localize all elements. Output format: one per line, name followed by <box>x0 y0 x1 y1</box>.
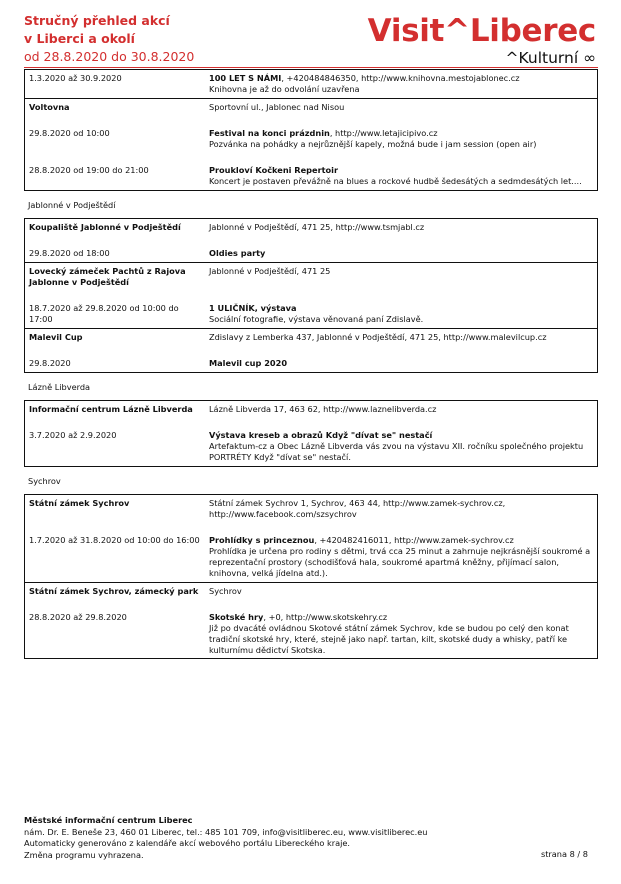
event-title-line <box>209 73 593 84</box>
footer-note-generated: Automaticky generováno z kalendáře akcí webového portálu Libereckého kraje. <box>24 838 351 848</box>
event-info-cell <box>204 532 597 582</box>
event-row <box>25 162 597 190</box>
venue-address-cell <box>204 495 597 523</box>
venue-header-row <box>25 583 597 600</box>
venue-address-cell <box>204 219 597 236</box>
spacer-cell <box>25 236 204 245</box>
event-row <box>25 427 597 466</box>
event-date-cell <box>25 609 204 659</box>
event-title-line <box>209 248 593 259</box>
venue-address-cell <box>204 99 597 116</box>
title-line-2: v Liberci a okolí <box>24 31 135 46</box>
footer-organization: Městské informační centrum Liberec <box>24 815 193 825</box>
event-date: 1.3.2020 až 30.9.2020 <box>29 73 122 83</box>
event-name: 100 LET S NÁMI <box>209 73 282 83</box>
venue-name: Malevil Cup <box>29 331 83 342</box>
page-header <box>24 12 598 68</box>
venue-header-row <box>25 329 597 346</box>
event-name: Skotské hry <box>209 611 264 622</box>
event-row <box>25 609 597 659</box>
event-info-cell <box>204 355 597 372</box>
visit-liberec-logo <box>324 12 598 68</box>
spacer-cell <box>204 291 597 300</box>
event-name: Malevil cup 2020 <box>209 357 288 368</box>
venue-block <box>24 329 598 373</box>
venue-block <box>24 263 598 329</box>
event-row <box>25 125 597 153</box>
venue-address: Státní zámek Sychrov 1, Sychrov, 463 44, http://www.zamek-sychrov.cz, http://www.facebook.com/szsychrov <box>209 497 506 519</box>
event-date-cell <box>25 245 204 262</box>
page-footer <box>24 815 598 861</box>
venue-name-cell <box>25 99 204 116</box>
event-title-line <box>209 165 593 176</box>
venue-address: Lázně Libverda 17, 463 62, http://www.laznelibverda.cz <box>209 403 437 414</box>
venue-name-cell <box>25 329 204 346</box>
spacer-cell <box>204 418 597 427</box>
spacer-cell <box>204 116 597 125</box>
venue-address-cell <box>204 329 597 346</box>
event-row <box>25 300 597 328</box>
venue-table <box>25 70 597 98</box>
venue-group-jablonec <box>24 69 598 191</box>
event-name: Výstava kreseb a obrazů Když "dívat se" nestačí <box>209 429 433 440</box>
event-date: 28.8.2020 od 19:00 do 21:00 <box>29 164 149 175</box>
spacer-cell <box>204 523 597 532</box>
header-divider <box>24 67 598 68</box>
spacer-cell <box>25 600 204 609</box>
venue-name-cell <box>25 219 204 236</box>
event-date-cell <box>25 355 204 372</box>
event-date: 28.8.2020 až 29.8.2020 <box>29 611 127 622</box>
venue-name-cell <box>25 263 204 291</box>
event-name: Festival na konci prázdnin <box>209 127 330 138</box>
venue-group <box>24 494 598 660</box>
venue-block <box>24 99 598 191</box>
event-date-cell <box>25 300 204 328</box>
event-date: 29.8.2020 <box>29 357 71 368</box>
venue-block <box>24 400 598 467</box>
page-number: strana 8 / 8 <box>540 849 588 859</box>
event-row <box>25 532 597 582</box>
event-date: 1.7.2020 až 31.8.2020 od 10:00 do 16:00 <box>29 534 200 545</box>
events-content <box>24 69 598 659</box>
logo-wordmark: Visit^Liberec <box>367 13 596 49</box>
event-date: 29.8.2020 od 10:00 <box>29 127 110 138</box>
event-contact: , http://www.letajicipivo.cz <box>329 127 438 138</box>
section-label: Sychrov <box>28 475 61 486</box>
venue-header-row <box>25 99 597 116</box>
venue-address: Sportovní ul., Jablonec nad Nisou <box>209 101 345 112</box>
spacer-cell <box>204 600 597 609</box>
spacer-cell <box>25 116 204 125</box>
event-date: 29.8.2020 od 18:00 <box>29 247 110 258</box>
venue-name: Informační centrum Lázně Libverda <box>29 403 193 414</box>
footer-note-changes: Změna programu vyhrazena. <box>24 849 144 860</box>
venue-table <box>25 219 597 262</box>
event-contact: , +420484846350, http://www.knihovna.mestojablonec.cz <box>281 73 520 83</box>
event-name: Prohlídky s princeznou <box>209 534 315 545</box>
event-date-cell <box>25 162 204 190</box>
venue-group <box>24 218 598 373</box>
event-name: 1 ULIČNÍK, výstava <box>209 302 297 313</box>
document-title <box>24 12 324 48</box>
event-info-cell <box>204 245 597 262</box>
event-title-line <box>209 430 593 441</box>
event-title-line <box>209 303 593 314</box>
event-contact: , +420482416011, http://www.zamek-sychrov.cz <box>314 534 514 545</box>
row-spacer <box>25 600 597 609</box>
venue-header-row <box>25 263 597 291</box>
venue-name: Voltovna <box>29 101 70 112</box>
row-spacer <box>25 523 597 532</box>
venue-address-cell <box>204 583 597 600</box>
event-name: Proukloví Kočkeni Repertoir <box>209 164 338 175</box>
event-info-cell <box>204 609 597 659</box>
venue-block <box>24 494 598 583</box>
spacer-cell <box>204 153 597 162</box>
venue-block <box>24 218 598 263</box>
venue-table <box>25 99 597 190</box>
row-spacer <box>25 291 597 300</box>
event-info-cell <box>204 427 597 466</box>
title-line-1: Stručný přehled akcí <box>24 13 170 28</box>
event-description: Knihovna je až do odvolání uzavřena <box>209 83 360 94</box>
venue-name-cell <box>25 495 204 523</box>
event-date: 18.7.2020 až 29.8.2020 od 10:00 do 17:00 <box>29 302 179 324</box>
row-spacer <box>25 346 597 355</box>
section-label: Jablonné v Podještědí <box>28 199 116 210</box>
venue-header-row <box>25 401 597 418</box>
venue-address: Zdislavy z Lemberka 437, Jablonné v Podještědí, 471 25, http://www.malevilcup.cz <box>209 331 547 342</box>
venue-name: Lovecký zámeček Pachtů z Rajova Jablonne v Podještědí <box>29 265 186 287</box>
venue-header-row <box>25 219 597 236</box>
venue-address: Jablonné v Podještědí, 471 25 <box>209 265 331 276</box>
date-range: od 28.8.2020 do 30.8.2020 <box>24 49 195 64</box>
venue-table <box>25 401 597 466</box>
venue-name-cell <box>25 401 204 418</box>
event-description: Artefaktum-cz a Obec Lázně Libverda vás zvou na výstavu XII. ročníku společného projektu PORTRÉTY Když "dívat se" nestačí. <box>209 440 584 462</box>
event-description: Již po dvacáté ovládnou Skotové státní zámek Sychrov, kde se budou po celý den konat tradiční skotské hry, které, stejně jako např. tartan, kilt, skotské dudy a whisky, patří ke kulturnímu dědictví Skotska. <box>209 622 569 655</box>
event-info-cell <box>204 300 597 328</box>
venue-table <box>25 329 597 372</box>
row-spacer <box>25 236 597 245</box>
venue-address-cell <box>204 401 597 418</box>
event-info-cell <box>204 162 597 190</box>
venue-name: Státní zámek Sychrov <box>29 497 130 508</box>
venue-header-row <box>25 495 597 523</box>
row-spacer <box>25 116 597 125</box>
venue-table <box>25 583 597 659</box>
row-spacer <box>25 153 597 162</box>
event-date-cell <box>25 532 204 582</box>
event-title-line <box>209 612 593 623</box>
spacer-cell <box>25 153 204 162</box>
row-spacer <box>25 418 597 427</box>
venue-name: Koupaliště Jablonné v Podještědí <box>29 221 181 232</box>
venue-name: Státní zámek Sychrov, zámecký park <box>29 585 199 596</box>
event-date-cell <box>25 427 204 466</box>
event-description: Pozvánka na pohádky a nejrůznější kapely, možná bude i jam session (open air) <box>209 138 537 149</box>
spacer-cell <box>204 236 597 245</box>
venue-address-cell <box>204 263 597 291</box>
event-date: 3.7.2020 až 2.9.2020 <box>29 429 117 440</box>
footer-address: nám. Dr. E. Beneše 23, 460 01 Liberec, tel.: 485 101 709, info@visitliberec.eu, www.visitliberec.eu <box>24 826 428 837</box>
section-label: Lázně Libverda <box>28 381 91 392</box>
venue-block <box>24 69 598 99</box>
venue-table <box>25 495 597 582</box>
event-description: Prohlídka je určena pro rodiny s dětmi, trvá cca 25 minut a zahrnuje nejkrásnější soukromé a reprezentační prostory (schodišťová hala, soukromé apartmá kněžny, přijímací salon, knihovna, velká jídelna atd.). <box>209 545 591 578</box>
event-date-cell <box>25 125 204 153</box>
event-date-cell <box>25 70 204 98</box>
event-info-cell <box>204 70 597 98</box>
spacer-cell <box>25 523 204 532</box>
event-contact: , +0, http://www.skotskehry.cz <box>263 611 388 622</box>
event-row <box>25 245 597 262</box>
venue-name-cell <box>25 583 204 600</box>
spacer-cell <box>204 346 597 355</box>
logo-subtitle: ^Kulturní ∞ <box>505 49 596 67</box>
event-description: Sociální fotografie, výstava věnovaná paní Zdislavě. <box>209 313 424 324</box>
event-row <box>25 355 597 372</box>
spacer-cell <box>25 291 204 300</box>
venue-block <box>24 583 598 660</box>
venue-address: Sychrov <box>209 585 242 596</box>
venue-group <box>24 400 598 467</box>
spacer-cell <box>25 346 204 355</box>
event-title-line <box>209 128 593 139</box>
spacer-cell <box>25 418 204 427</box>
event-info-cell <box>204 125 597 153</box>
event-row <box>25 70 597 98</box>
venue-address: Jablonné v Podještědí, 471 25, http://www.tsmjabl.cz <box>209 221 425 232</box>
event-description: Koncert je postaven převážně na blues a rockové hudbě šedesátých a sedmdesátých let.... <box>209 175 582 186</box>
event-name: Oldies party <box>209 247 266 258</box>
venue-table <box>25 263 597 328</box>
event-title-line <box>209 358 593 369</box>
event-title-line <box>209 535 593 546</box>
